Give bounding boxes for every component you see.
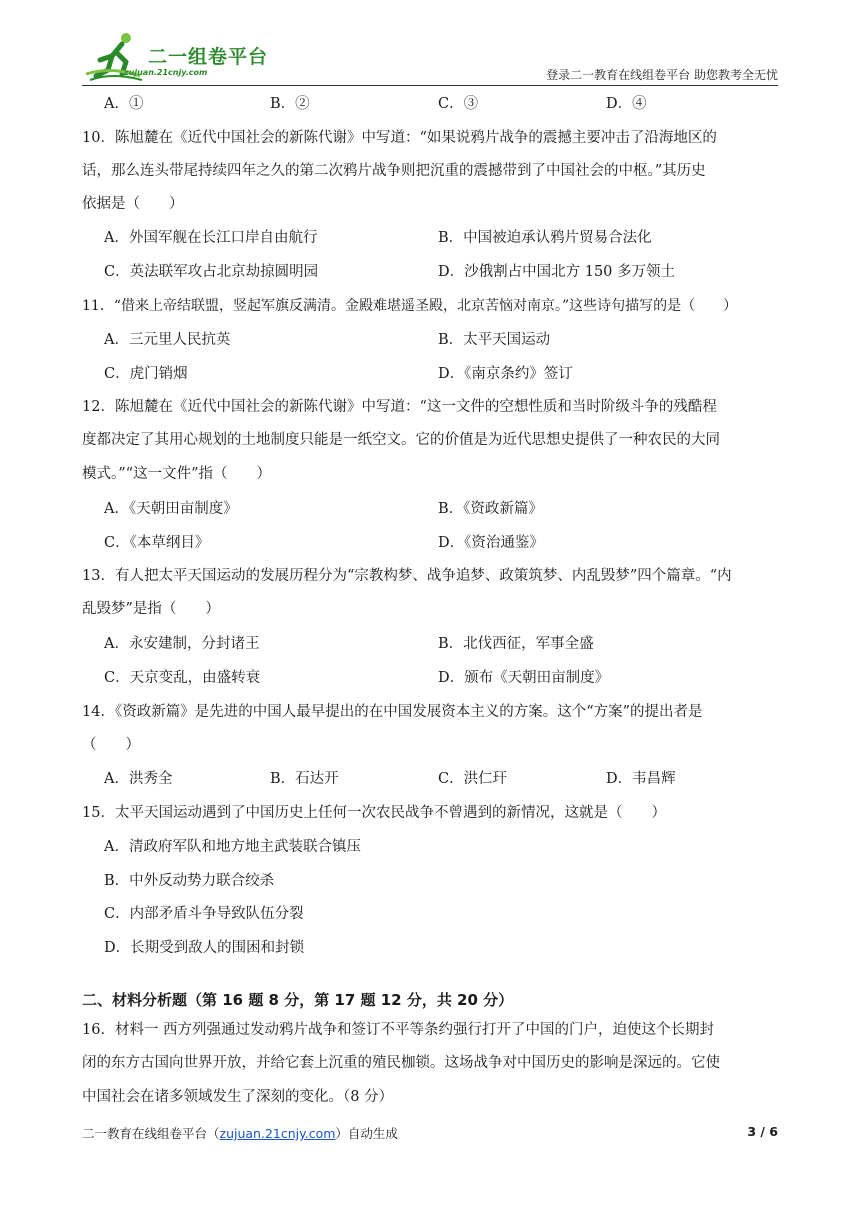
footer-site-link[interactable]: zujuan.21cnjy.com	[219, 1126, 336, 1141]
q15-option-d: D．长期受到敌人的围困和封锁	[104, 940, 305, 956]
page-footer	[82, 1124, 778, 1144]
q12-option-d: D．《资治通鉴》	[438, 535, 544, 551]
footer-prefix: 二一教育在线组卷平台（	[82, 1126, 220, 1141]
logo-subtitle: zujuan.21cnjy.com	[124, 68, 208, 77]
q13-stem-line: 乱毁梦”是指（ ）	[82, 601, 220, 617]
q15-option-a: A．清政府军队和地方地主武装联合镇压	[104, 839, 361, 855]
q11-stem-line: 11．“借来上帝结联盟，竖起军旗反满清。金殿难堪遥圣殿，北京苦恼对南京。”这些诗句描写的是（ ）	[82, 298, 738, 314]
q13-option-d: D．颁布《天朝田亩制度》	[438, 670, 610, 686]
q16-material-line: 16．材料一 西方列强通过发动鸦片战争和签订不平等条约强行打开了中国的门户，迫使这个长期封	[82, 1022, 715, 1038]
q13-stem-line: 13．有人把太平天国运动的发展历程分为“宗教构梦、战争追梦、政策筑梦、内乱毁梦”四个篇章。“内	[82, 568, 732, 584]
q13-option-c: C．天京变乱，由盛转衰	[104, 670, 261, 686]
q14-option-c: C．洪仁玕	[438, 771, 508, 787]
q11-option-a: A．三元里人民抗英	[104, 332, 231, 348]
q10-stem-line: 10．陈旭麓在《近代中国社会的新陈代谢》中写道：“如果说鸦片战争的震撼主要冲击了沿海地区的	[82, 130, 717, 146]
q9-option-b: B．②	[270, 96, 310, 112]
page-header	[82, 30, 778, 86]
q14-stem-line: （ ）	[82, 737, 140, 753]
q12-option-a: A．《天朝田亩制度》	[104, 501, 238, 517]
section-heading: 二、材料分析题（第 16 题 8 分，第 17 题 12 分，共 20 分）	[82, 991, 514, 1009]
q16-material-line: 中国社会在诸多领域发生了深刻的变化。（8 分）	[82, 1089, 394, 1105]
q14-option-d: D．韦昌辉	[606, 771, 676, 787]
q10-option-b: B．中国被迫承认鸦片贸易合法化	[438, 230, 652, 246]
q10-stem-line: 依据是（ ）	[82, 196, 184, 212]
q15-stem-line: 15．太平天国运动遇到了中国历史上任何一次农民战争不曾遇到的新情况，这就是（ ）	[82, 805, 666, 821]
q10-option-a: A．外国军舰在长江口岸自由航行	[104, 230, 318, 246]
footer-source	[82, 1124, 398, 1142]
q11-option-d: D．《南京条约》签订	[438, 366, 573, 382]
q12-stem-line: 12．陈旭麓在《近代中国社会的新陈代谢》中写道：“这一文件的空想性质和当时阶级斗争的残酷程	[82, 399, 717, 415]
q14-stem-line: 14．《资政新篇》是先进的中国人最早提出的在中国发展资本主义的方案。这个“方案”的提出者是	[82, 704, 703, 720]
q12-stem-line: 度都决定了其用心规划的土地制度只能是一纸空文。它的价值是为近代思想史提供了一种农民的大同	[82, 432, 720, 448]
q14-option-a: A．洪秀全	[104, 771, 173, 787]
footer-suffix: ）自动生成	[335, 1126, 398, 1141]
q9-option-c: C．③	[438, 96, 479, 112]
q13-option-b: B．北伐西征，军事全盛	[438, 636, 594, 652]
q13-option-a: A．永安建制，分封诸王	[104, 636, 260, 652]
platform-logo	[82, 30, 302, 82]
page-number: 3 / 6	[747, 1124, 778, 1139]
q15-option-c: C．内部矛盾斗争导致队伍分裂	[104, 906, 304, 922]
q12-stem-line: 模式。”“这一文件”指（ ）	[82, 466, 271, 482]
header-tagline: 登录二一教育在线组卷平台 助您教考全无忧	[546, 68, 778, 82]
q12-option-c: C．《本草纲目》	[104, 535, 210, 551]
q10-stem-line: 话，那么连头带尾持续四年之久的第二次鸦片战争则把沉重的震撼带到了中国社会的中枢。”其历史	[82, 163, 706, 179]
q15-option-b: B．中外反动势力联合绞杀	[104, 873, 275, 889]
logo-text: 二一组卷平台	[148, 46, 269, 68]
q9-option-d: D．④	[606, 96, 647, 112]
q12-option-b: B．《资政新篇》	[438, 501, 543, 517]
q11-option-b: B．太平天国运动	[438, 332, 551, 348]
header-divider	[82, 85, 778, 86]
q16-material-line: 闭的东方古国向世界开放，并给它套上沉重的殖民枷锁。这场战争对中国历史的影响是深远的。它使	[82, 1055, 720, 1071]
q10-option-d: D．沙俄割占中国北方 150 多万领土	[438, 264, 676, 280]
q9-option-a: A．①	[104, 96, 144, 112]
q14-option-b: B．石达开	[270, 771, 339, 787]
q11-option-c: C．虎门销烟	[104, 366, 188, 382]
q10-option-c: C．英法联军攻占北京劫掠圆明园	[104, 264, 319, 280]
